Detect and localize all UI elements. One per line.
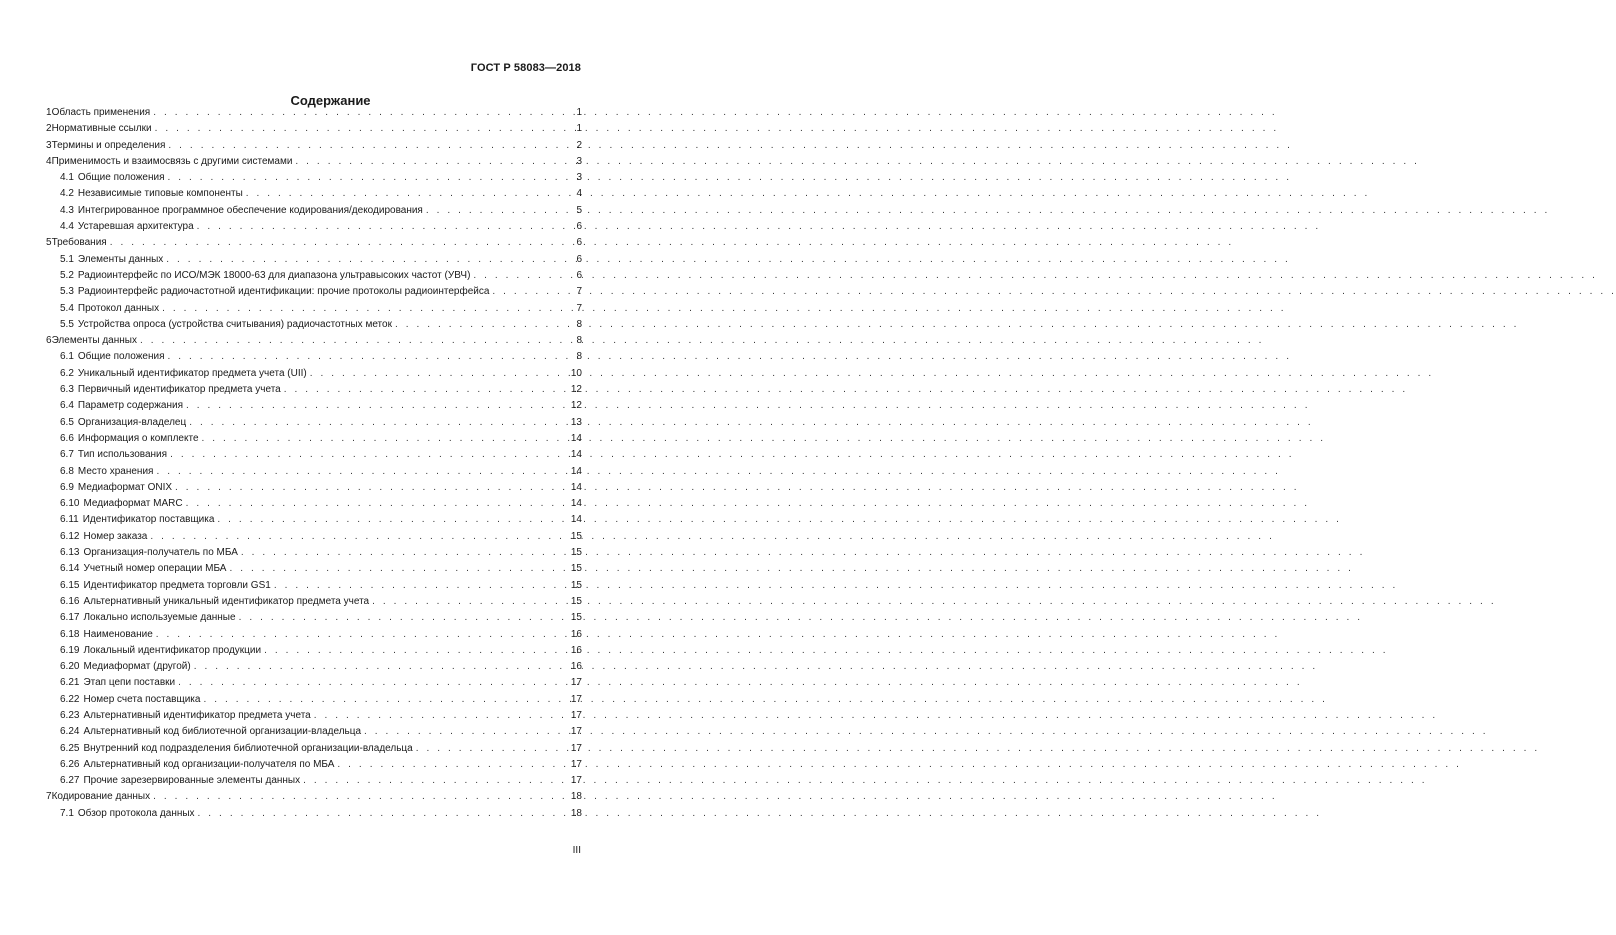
toc-dot-leader (202, 431, 568, 447)
toc-entry-page: 16 (570, 644, 582, 656)
toc-dot-leader (229, 561, 567, 577)
toc-entry-label: Протокол данных (77, 302, 160, 314)
toc-entry[interactable] (46, 594, 582, 610)
toc-entry-number: 2 (46, 123, 52, 135)
toc-entry[interactable] (46, 627, 582, 643)
toc-entry[interactable] (46, 512, 582, 528)
toc-entry-page: 14 (570, 514, 582, 526)
toc-entry-page: 14 (570, 449, 582, 461)
toc-entry-label: Медиаформат MARC (83, 498, 183, 510)
toc-entry-label: Первичный идентификатор предмета учета (77, 384, 281, 396)
toc-entry[interactable] (46, 235, 582, 251)
toc-entry-page: 1 (576, 107, 582, 118)
toc-title: Содержание (290, 93, 371, 108)
toc-entry-page: 14 (570, 498, 582, 510)
toc-entry-number: 6.17 (60, 612, 80, 624)
toc-entry-number: 6.3 (60, 384, 74, 396)
toc-entry[interactable] (46, 545, 582, 561)
toc-entry-number: 6.8 (60, 465, 74, 477)
toc-entry-label: Этап цепи поставки (83, 677, 176, 689)
toc-entry-number: 6.26 (60, 758, 80, 770)
toc-entry-number: 6.15 (60, 579, 80, 591)
toc-entry[interactable] (46, 284, 582, 300)
toc-entry-number: 3 (46, 139, 52, 151)
toc-entry[interactable] (46, 789, 582, 805)
toc-entry[interactable] (46, 675, 582, 691)
toc-dot-leader (310, 366, 568, 382)
toc-dot-leader (178, 675, 568, 691)
toc-entry-label: Номер заказа (83, 530, 148, 542)
toc-entry[interactable] (46, 692, 582, 708)
toc-entry-page: 6 (576, 269, 582, 281)
toc-entry-page: 3 (576, 155, 582, 167)
toc-entry-label: Наименование (83, 628, 153, 640)
toc-entry[interactable] (46, 480, 582, 496)
toc-dot-leader (110, 235, 574, 251)
toc-entry-page: 2 (576, 139, 582, 151)
toc-entry-number: 7 (46, 791, 52, 803)
toc-entry-label: Область применения (51, 107, 151, 118)
toc-entry-label: Кодирование данных (51, 791, 151, 803)
toc-entry-label: Номер счета поставщика (83, 693, 201, 705)
toc-dot-leader (264, 643, 568, 659)
toc-entry-page: 16 (570, 661, 582, 673)
toc-dot-leader (162, 301, 573, 317)
toc-entry[interactable] (46, 382, 582, 398)
toc-entry[interactable] (46, 138, 582, 154)
toc-entry[interactable] (46, 333, 582, 349)
toc-entry-number: 5.2 (60, 269, 74, 281)
toc-entry-number: 6.4 (60, 400, 74, 412)
toc-entry-label: Локально используемые данные (83, 612, 236, 624)
toc-dot-leader (284, 382, 568, 398)
toc-entry-page: 8 (576, 351, 582, 363)
toc-dot-leader (295, 154, 573, 170)
toc-entry[interactable] (46, 741, 582, 757)
table-of-contents (46, 105, 582, 822)
toc-dot-leader (241, 545, 568, 561)
toc-entry-label: Альтернативный код библиотечной организации-владельца (83, 726, 362, 738)
toc-entry-page: 18 (570, 807, 582, 819)
toc-entry-page: 7 (576, 302, 582, 314)
toc-entry-number: 4.2 (60, 188, 74, 200)
toc-dot-leader (217, 512, 567, 528)
toc-dot-leader (153, 105, 573, 121)
toc-entry-page: 17 (570, 742, 582, 754)
toc-entry-page: 14 (570, 465, 582, 477)
toc-entry-page: 17 (570, 758, 582, 770)
toc-entry[interactable] (46, 186, 582, 202)
toc-entry-label: Устройства опроса (устройства считывания) радиочастотных меток (77, 318, 392, 330)
toc-entry-label: Независимые типовые компоненты (77, 188, 243, 200)
toc-entry-number: 6.14 (60, 563, 80, 575)
toc-entry-number: 6.12 (60, 530, 80, 542)
toc-entry-page: 17 (570, 709, 582, 721)
toc-dot-leader (395, 317, 573, 333)
toc-entry-number: 6.22 (60, 693, 80, 705)
toc-dot-leader (246, 186, 574, 202)
toc-entry-page: 17 (570, 726, 582, 738)
toc-dot-leader (168, 349, 574, 365)
toc-entry-label: Элементы данных (51, 335, 137, 347)
toc-entry[interactable] (46, 464, 582, 480)
toc-entry-label: Идентификатор предмета торговли GS1 (83, 579, 271, 591)
toc-entry-number: 6.18 (60, 628, 80, 640)
toc-entry-label: Термины и определения (51, 139, 166, 151)
document-page (0, 0, 661, 935)
toc-entry[interactable] (46, 806, 582, 822)
toc-dot-leader (239, 610, 568, 626)
toc-entry-label: Прочие зарезервированные элементы данных (83, 775, 301, 787)
toc-dot-leader (203, 692, 567, 708)
toc-entry-page: 6 (576, 253, 582, 265)
toc-dot-leader (364, 724, 568, 740)
toc-entry-number: 5.1 (60, 253, 74, 265)
toc-entry-number: 6.27 (60, 775, 80, 787)
toc-entry-page: 14 (570, 481, 582, 493)
toc-entry-page: 7 (576, 286, 582, 298)
toc-entry-page: 12 (570, 384, 582, 396)
toc-entry[interactable] (46, 203, 582, 219)
toc-entry-page: 1 (576, 123, 582, 135)
toc-entry-label: Интегрированное программное обеспечение кодирования/декодирования (77, 204, 423, 216)
toc-entry-label: Параметр содержания (77, 400, 183, 412)
toc-entry-page: 17 (570, 677, 582, 689)
toc-entry-label: Радиоинтерфейс радиочастотной идентификации: прочие протоколы радиоинтерфейса (77, 286, 490, 298)
toc-entry-number: 6.21 (60, 677, 80, 689)
toc-dot-leader (372, 594, 568, 610)
toc-entry[interactable] (46, 773, 582, 789)
toc-entry-label: Общие положения (77, 172, 165, 184)
toc-entry[interactable] (46, 578, 582, 594)
toc-entry[interactable] (46, 724, 582, 740)
toc-entry-page: 8 (576, 335, 582, 347)
toc-entry-number: 6.5 (60, 416, 74, 428)
toc-entry-number: 6.11 (60, 514, 79, 526)
toc-entry-number: 6.10 (60, 498, 80, 510)
toc-entry-label: Применимость и взаимосвязь с другими системами (51, 155, 293, 167)
toc-entry-page: 10 (570, 367, 582, 379)
toc-dot-leader (153, 789, 568, 805)
toc-entry-page: 6 (576, 221, 582, 233)
toc-entry-number: 6.1 (60, 351, 74, 363)
toc-entry-label: Общие положения (77, 351, 165, 363)
toc-entry-page: 5 (576, 204, 582, 216)
toc-entry-label: Радиоинтерфейс по ИСО/МЭК 18000-63 для диапазона ультравысоких частот (УВЧ) (77, 269, 471, 281)
toc-entry-page: 17 (570, 693, 582, 705)
toc-entry-number: 6.20 (60, 661, 80, 673)
toc-entry-page: 15 (570, 612, 582, 624)
toc-entry[interactable] (46, 252, 582, 268)
toc-entry-label: Альтернативный код организации-получателя по МБА (83, 758, 335, 770)
toc-entry[interactable] (46, 366, 582, 382)
toc-entry[interactable] (46, 301, 582, 317)
toc-dot-leader (156, 464, 567, 480)
toc-entry-page: 15 (570, 530, 582, 542)
toc-entry-number: 4.4 (60, 221, 74, 233)
toc-entry-label: Организация-владелец (77, 416, 187, 428)
toc-dot-leader (186, 496, 568, 512)
toc-entry-label: Медиаформат ONIX (77, 481, 173, 493)
toc-entry-page: 16 (570, 628, 582, 640)
toc-entry[interactable] (46, 610, 582, 626)
toc-dot-leader (416, 741, 568, 757)
toc-entry-page: 15 (570, 563, 582, 575)
toc-entry-page: 4 (576, 188, 582, 200)
toc-entry-label: Информация о комплекте (77, 432, 199, 444)
toc-dot-leader (189, 415, 568, 431)
toc-entry-number: 6.23 (60, 709, 80, 721)
toc-entry-number: 4 (46, 155, 52, 167)
toc-dot-leader (155, 121, 574, 137)
toc-dot-leader (426, 203, 574, 219)
toc-entry[interactable] (46, 317, 582, 333)
toc-entry-label: Место хранения (77, 465, 154, 477)
toc-entry-page: 14 (570, 432, 582, 444)
toc-entry[interactable] (46, 529, 582, 545)
toc-entry-page: 17 (570, 775, 582, 787)
toc-entry-number: 6.13 (60, 547, 80, 559)
toc-dot-leader (337, 757, 567, 773)
toc-entry-page: 13 (570, 416, 582, 428)
toc-dot-leader (168, 170, 574, 186)
toc-entry[interactable] (46, 561, 582, 577)
toc-entry-number: 6.24 (60, 726, 80, 738)
toc-entry-label: Локальный идентификатор продукции (83, 644, 262, 656)
toc-dot-leader (156, 627, 568, 643)
toc-entry[interactable] (46, 659, 582, 675)
toc-dot-leader (186, 398, 568, 414)
toc-dot-leader (175, 480, 568, 496)
toc-entry-number: 4.1 (60, 172, 74, 184)
toc-entry-number: 5.3 (60, 286, 74, 298)
toc-entry-number: 6 (46, 335, 52, 347)
toc-entry-page: 12 (570, 400, 582, 412)
toc-dot-leader (166, 252, 573, 268)
toc-entry-number: 7.1 (60, 807, 74, 819)
toc-entry-number: 6.16 (60, 595, 80, 607)
toc-entry-label: Устаревшая архитектура (77, 221, 194, 233)
toc-entry-page: 8 (576, 318, 582, 330)
toc-entry[interactable] (46, 431, 582, 447)
toc-entry[interactable] (46, 496, 582, 512)
toc-entry-number: 4.3 (60, 204, 74, 216)
toc-entry-label: Тип использования (77, 449, 168, 461)
toc-entry[interactable] (46, 415, 582, 431)
toc-entry-number: 5.4 (60, 302, 74, 314)
toc-entry[interactable] (46, 757, 582, 773)
toc-dot-leader (194, 659, 568, 675)
toc-dot-leader (197, 219, 574, 235)
toc-entry[interactable] (46, 398, 582, 414)
toc-dot-leader (303, 773, 568, 789)
toc-entry[interactable] (46, 447, 582, 463)
toc-entry-label: Альтернативный уникальный идентификатор предмета учета (83, 595, 370, 607)
toc-entry-page: 15 (570, 595, 582, 607)
toc-entry-label: Организация-получатель по МБА (83, 547, 238, 559)
toc-entry[interactable] (46, 268, 582, 284)
toc-entry-number: 5 (46, 237, 52, 249)
toc-entry-page: 3 (576, 172, 582, 184)
toc-dot-leader (168, 138, 573, 154)
toc-entry-number: 6.6 (60, 432, 74, 444)
toc-entry-label: Идентификатор поставщика (82, 514, 215, 526)
toc-entry-number: 6.9 (60, 481, 74, 493)
toc-dot-leader (274, 578, 568, 594)
toc-entry[interactable] (46, 105, 582, 121)
toc-entry-label: Альтернативный идентификатор предмета учета (83, 709, 311, 721)
toc-dot-leader (492, 284, 573, 300)
toc-entry[interactable] (46, 170, 582, 186)
toc-entry-label: Нормативные ссылки (51, 123, 152, 135)
toc-entry[interactable] (46, 154, 582, 170)
toc-entry[interactable] (46, 708, 582, 724)
toc-entry[interactable] (46, 643, 582, 659)
toc-entry-label: Обзор протокола данных (77, 807, 195, 819)
toc-dot-leader (170, 447, 568, 463)
toc-entry-label: Элементы данных (77, 253, 164, 265)
toc-entry-page: 15 (570, 579, 582, 591)
toc-entry-label: Уникальный идентификатор предмета учета (UII) (77, 367, 307, 379)
toc-entry-number: 6.7 (60, 449, 74, 461)
toc-entry-label: Внутренний код подразделения библиотечной организации-владельца (83, 742, 413, 754)
toc-entry[interactable] (46, 219, 582, 235)
toc-dot-leader (140, 333, 573, 349)
toc-entry-label: Требования (51, 237, 107, 249)
toc-entry[interactable] (46, 121, 582, 137)
toc-entry-label: Учетный номер операции МБА (83, 563, 227, 575)
standard-code: ГОСТ Р 58083—2018 (470, 62, 581, 74)
toc-entry-label: Медиаформат (другой) (83, 661, 191, 673)
toc-entry-page: 18 (570, 791, 582, 803)
toc-entry-page: 15 (570, 547, 582, 559)
toc-entry-number: 1 (46, 107, 52, 118)
toc-entry-page: 6 (576, 237, 582, 249)
page-number: III (572, 845, 581, 856)
toc-entry-number: 5.5 (60, 318, 74, 330)
toc-entry[interactable] (46, 349, 582, 365)
toc-entry-number: 6.19 (60, 644, 80, 656)
toc-dot-leader (314, 708, 568, 724)
toc-dot-leader (198, 806, 568, 822)
toc-entry-number: 6.2 (60, 367, 74, 379)
toc-dot-leader (473, 268, 573, 284)
toc-dot-leader (150, 529, 568, 545)
toc-entry-number: 6.25 (60, 742, 80, 754)
